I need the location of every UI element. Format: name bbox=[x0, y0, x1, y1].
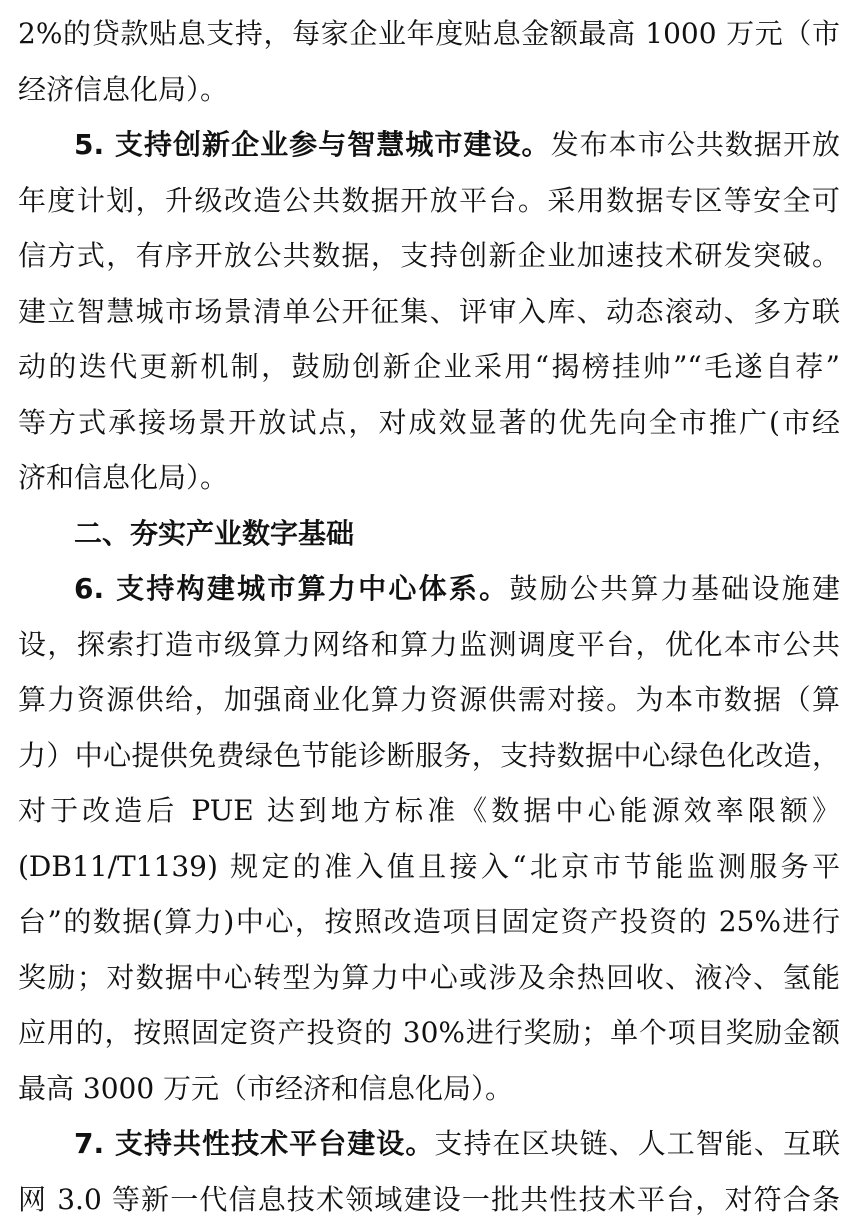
paragraph-text: 发布本市公共数据开放 bbox=[551, 128, 840, 161]
paragraph-4-continuation bbox=[18, 6, 840, 117]
paragraph-first-line bbox=[18, 1116, 840, 1172]
text-line: 网 3.0 等新一代信息技术领域建设一批共性技术平台，对符合条 bbox=[18, 1172, 840, 1227]
text-line: 算力资源供给，加强商业化算力资源供需对接。为本市数据（算 bbox=[18, 672, 840, 728]
text-line: 动的迭代更新机制，鼓励创新企业采用“揭榜挂帅”“毛遂自荐” bbox=[18, 339, 840, 395]
paragraph-first-line bbox=[18, 561, 840, 617]
text-line: 对于改造后 PUE 达到地方标准《数据中心能源效率限额》 bbox=[18, 783, 840, 839]
text-line: 台”的数据(算力)中心，按照改造项目固定资产投资的 25%进行 bbox=[18, 894, 840, 950]
text-line: 奖励；对数据中心转型为算力中心或涉及余热回收、液冷、氢能 bbox=[18, 950, 840, 1006]
text-line: 等方式承接场景开放试点，对成效显著的优先向全市推广(市经 bbox=[18, 395, 840, 451]
paragraph-title: 7. 支持共性技术平台建设。 bbox=[74, 1127, 434, 1160]
paragraph-first-line bbox=[18, 117, 840, 173]
paragraph-7 bbox=[18, 1116, 840, 1227]
text-line: 建立智慧城市场景清单公开征集、评审入库、动态滚动、多方联 bbox=[18, 284, 840, 340]
paragraph-6 bbox=[18, 561, 840, 1116]
paragraph-text: 鼓励公共算力基础设施建 bbox=[509, 572, 840, 605]
text-line: 应用的，按照固定资产投资的 30%进行奖励；单个项目奖励金额 bbox=[18, 1005, 840, 1061]
text-line: 设，探索打造市级算力网络和算力监测调度平台，优化本市公共 bbox=[18, 617, 840, 673]
text-line: 最高 3000 万元（市经济和信息化局）。 bbox=[18, 1061, 840, 1117]
text-line: 信方式，有序开放公共数据，支持创新企业加速技术研发突破。 bbox=[18, 228, 840, 284]
paragraph-text: 支持在区块链、人工智能、互联 bbox=[434, 1127, 840, 1160]
paragraph-title: 5. 支持创新企业参与智慧城市建设。 bbox=[74, 128, 551, 161]
text-line: 力）中心提供免费绿色节能诊断服务，支持数据中心绿色化改造， bbox=[18, 728, 840, 784]
section-heading-text: 二、夯实产业数字基础 bbox=[18, 506, 840, 562]
text-line: 年度计划，升级改造公共数据开放平台。采用数据专区等安全可 bbox=[18, 173, 840, 229]
text-line: (DB11/T1139) 规定的准入值且接入“北京市节能监测服务平 bbox=[18, 839, 840, 895]
document-page bbox=[18, 6, 840, 1227]
paragraph-title: 6. 支持构建城市算力中心体系。 bbox=[74, 572, 509, 605]
text-line: 济和信息化局）。 bbox=[18, 450, 840, 506]
paragraph-5 bbox=[18, 117, 840, 506]
section-heading bbox=[18, 506, 840, 562]
text-line: 经济信息化局）。 bbox=[18, 62, 840, 118]
text-line: 2%的贷款贴息支持，每家企业年度贴息金额最高 1000 万元（市 bbox=[18, 6, 840, 62]
